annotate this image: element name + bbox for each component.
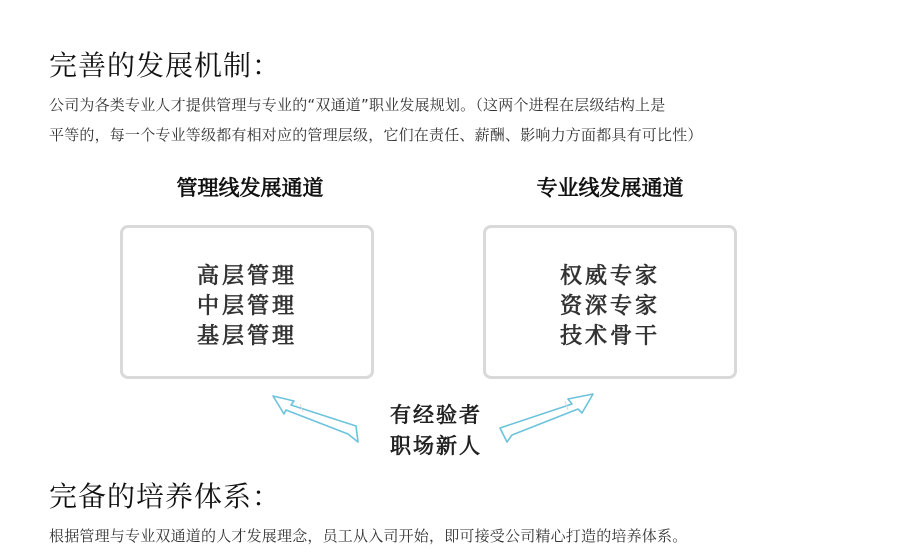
entry-labels [376,400,496,462]
professional-level-core: 技术骨干 [559,324,660,349]
training-paragraph: 根据管理与专业双通道的人才发展理念，员工从入司开始，即可接受公司精心打造的培养体系。 [49,527,688,545]
management-level-middle: 中层管理 [196,294,297,319]
development-paragraph-line-1: 公司为各类专业人才提供管理与专业的“双通道”职业发展规划。（这两个进程在层级结构上是 [49,96,666,114]
professional-track-title: 专业线发展通道 [536,176,684,200]
management-level-junior: 基层管理 [196,324,297,349]
development-paragraph-line-2: 平等的，每一个专业等级都有相对应的管理层级，它们在责任、薪酬、影响力方面都具有可比性） [49,126,703,144]
section-title-training: 完备的培养体系： [49,480,282,513]
arrow-to-management-icon [273,396,358,442]
professional-level-senior: 资深专家 [559,294,660,319]
management-level-senior: 高层管理 [196,264,297,289]
arrow-to-professional-icon [500,394,593,442]
entry-new-graduates: 职场新人 [390,434,482,458]
entry-experienced: 有经验者 [390,403,482,427]
section-title-development: 完善的发展机制： [49,49,282,82]
professional-level-authority: 权威专家 [559,264,660,289]
management-track-title: 管理线发展通道 [176,176,324,200]
